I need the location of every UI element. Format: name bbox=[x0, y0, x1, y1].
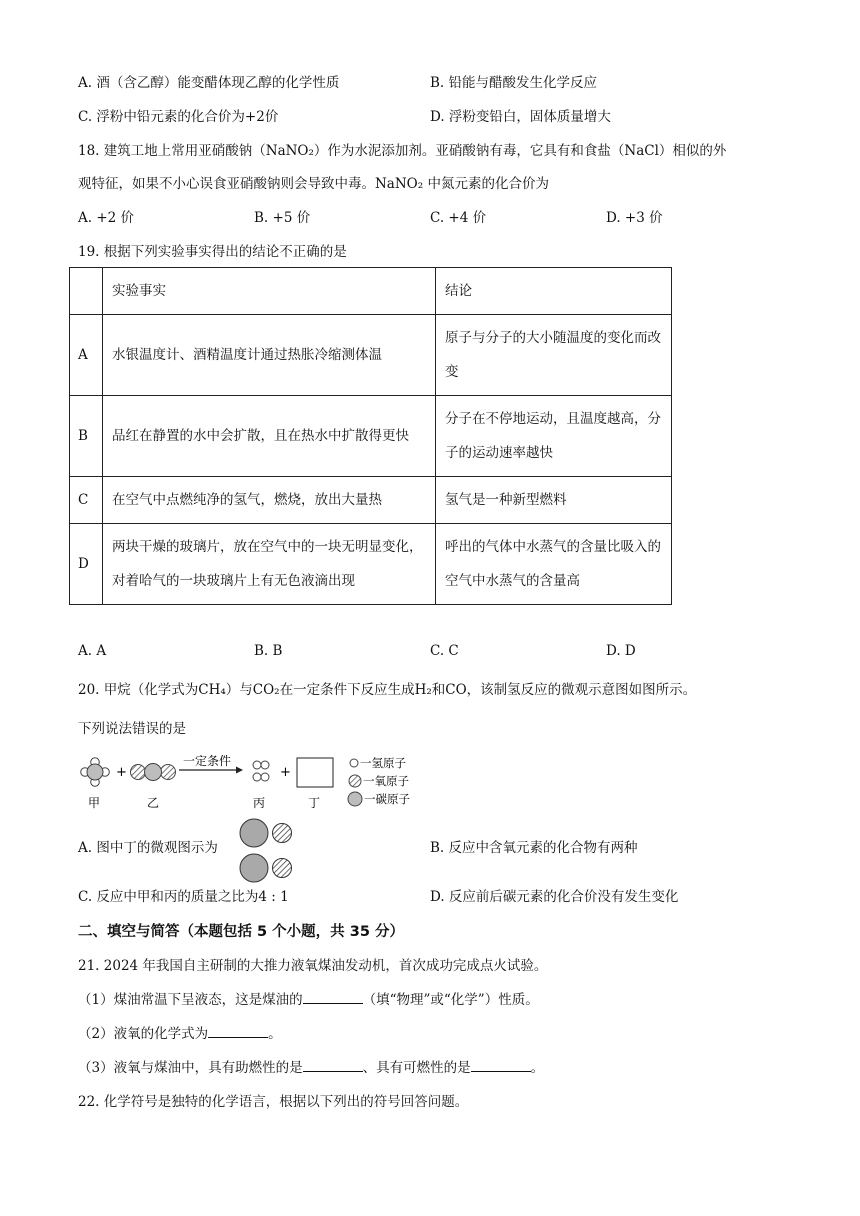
q21-part2-prefix: （2）液氧的化学式为 bbox=[78, 1026, 209, 1042]
q21-part1 bbox=[78, 989, 539, 1010]
table-row bbox=[70, 477, 672, 524]
plus-sign-1: + bbox=[116, 765, 127, 780]
co2-molecule bbox=[131, 764, 176, 781]
q21-part3 bbox=[78, 1057, 544, 1078]
q19-option-c: C. C bbox=[430, 643, 459, 659]
hydrogen-atom-icon bbox=[350, 759, 358, 767]
reaction-micro-diagram bbox=[78, 755, 438, 815]
legend-hydrogen: 一氢原子 bbox=[360, 756, 406, 770]
reaction-condition: 一定条件 bbox=[183, 755, 232, 768]
q20-stem-line2: 下列说法错误的是 bbox=[78, 721, 186, 737]
q20-option-c: C. 反应中甲和丙的质量之比为4 : 1 bbox=[78, 889, 289, 905]
q22-stem: 22. 化学符号是独特的化学语言，根据以下列出的符号回答问题。 bbox=[78, 1094, 469, 1110]
q21-part1-prefix: （1）煤油常温下呈液态，这是煤油的 bbox=[78, 992, 303, 1008]
row-conclusion: 呼出的气体中水蒸气的含量比吸入的空气中水蒸气的含量高 bbox=[436, 524, 672, 605]
q20-option-d: D. 反应前后碳元素的化合价没有发生变化 bbox=[430, 889, 679, 905]
q21-stem: 21. 2024 年我国自主研制的大推力液氧煤油发动机，首次成功完成点火试验。 bbox=[78, 958, 548, 974]
methane-molecule bbox=[81, 758, 110, 787]
row-fact: 在空气中点燃纯净的氢气，燃烧，放出大量热 bbox=[103, 477, 436, 524]
q17-option-a: A. 酒（含乙醇）能变醋体现乙醇的化学性质 bbox=[78, 75, 340, 91]
label-ding: 丁 bbox=[308, 796, 321, 810]
q18-option-c: C. +4 价 bbox=[430, 210, 487, 226]
q19-option-a: A. A bbox=[78, 643, 107, 659]
q19-option-d: D. D bbox=[606, 643, 636, 659]
legend-carbon: 一碳原子 bbox=[364, 792, 410, 806]
q20-stem-line1: 20. 甲烷（化学式为CH₄）与CO₂在一定条件下反应生成H₂和CO，该制氢反应的微观示意图如图所示。 bbox=[78, 682, 697, 698]
q17-option-c: C. 浮粉中铅元素的化合价为+2价 bbox=[78, 109, 279, 125]
row-letter: C bbox=[70, 477, 103, 524]
h2-molecules bbox=[253, 761, 269, 781]
row-letter: D bbox=[70, 524, 103, 605]
oxygen-atom-icon bbox=[349, 775, 361, 787]
legend-oxygen: 一氧原子 bbox=[363, 774, 409, 788]
row-fact: 品红在静置的水中会扩散，且在热水中扩散得更快 bbox=[103, 396, 436, 477]
table-row bbox=[70, 396, 672, 477]
row-fact: 水银温度计、酒精温度计通过热胀冷缩测体温 bbox=[103, 315, 436, 396]
q18-option-b: B. +5 价 bbox=[254, 210, 311, 226]
section-title: 二、填空与简答（本题包括 5 个小题，共 35 分） bbox=[78, 924, 404, 940]
q21-part2-suffix: 。 bbox=[268, 1026, 282, 1042]
q21-part1-blank[interactable] bbox=[303, 989, 363, 1004]
q20-option-b: B. 反应中含氧元素的化合物有两种 bbox=[430, 840, 638, 856]
q18-stem-line2: 观特征，如果不小心误食亚硝酸钠则会导致中毒。NaNO₂ 中氮元素的化合价为 bbox=[78, 176, 549, 192]
row-fact: 两块干燥的玻璃片，放在空气中的一块无明显变化，对着哈气的一块玻璃片上有无色液滴出现 bbox=[103, 524, 436, 605]
row-conclusion: 氢气是一种新型燃料 bbox=[436, 477, 672, 524]
label-jia: 甲 bbox=[88, 796, 101, 810]
q21-part3-blank2[interactable] bbox=[471, 1057, 531, 1072]
q19-table bbox=[69, 267, 672, 605]
q17-option-d: D. 浮粉变铅白，固体质量增大 bbox=[430, 109, 611, 125]
q17-option-b: B. 铅能与醋酸发生化学反应 bbox=[430, 75, 598, 91]
product-ding-box bbox=[297, 758, 333, 787]
carbon-atom-icon bbox=[348, 792, 362, 806]
row-letter: A bbox=[70, 315, 103, 396]
q21-part3-suffix: 。 bbox=[530, 1060, 545, 1076]
q21-part1-suffix: （填“物理”或“化学”）性质。 bbox=[362, 992, 539, 1008]
table-header-blank bbox=[70, 268, 103, 315]
q21-part2-blank[interactable] bbox=[208, 1023, 268, 1038]
q18-option-d: D. +3 价 bbox=[606, 210, 663, 226]
q19-table-header bbox=[70, 268, 672, 315]
row-conclusion: 原子与分子的大小随温度的变化而改变 bbox=[436, 315, 672, 396]
table-header-fact: 实验事实 bbox=[103, 268, 436, 315]
q19-option-b: B. B bbox=[254, 643, 283, 659]
q21-part3-mid: 、具有可燃性的是 bbox=[362, 1060, 471, 1076]
label-yi: 乙 bbox=[147, 796, 160, 810]
q21-part3-prefix: （3）液氧与煤油中，具有助燃性的是 bbox=[78, 1060, 303, 1076]
row-letter: B bbox=[70, 396, 103, 477]
q21-part2 bbox=[78, 1023, 282, 1044]
plus-sign-2: + bbox=[280, 765, 291, 780]
table-row bbox=[70, 524, 672, 605]
table-row bbox=[70, 315, 672, 396]
q21-part3-blank1[interactable] bbox=[303, 1057, 363, 1072]
q18-option-a: A. +2 价 bbox=[78, 210, 135, 226]
table-header-conclusion: 结论 bbox=[436, 268, 672, 315]
label-bing: 丙 bbox=[253, 796, 266, 810]
atom-legend bbox=[348, 756, 410, 806]
q19-stem: 19. 根据下列实验事实得出的结论不正确的是 bbox=[78, 244, 347, 260]
row-conclusion: 分子在不停地运动，且温度越高，分子的运动速率越快 bbox=[436, 396, 672, 477]
q18-stem-line1: 18. 建筑工地上常用亚硝酸钠（NaNO₂）作为水泥添加剂。亚硝酸钠有毒，它具有和食盐（NaCl）相似的外 bbox=[78, 143, 727, 159]
arrow-head-icon bbox=[236, 767, 243, 774]
q20-option-a: A. 图中丁的微观图示为 bbox=[78, 840, 218, 856]
co-molecule-icon bbox=[238, 818, 296, 884]
